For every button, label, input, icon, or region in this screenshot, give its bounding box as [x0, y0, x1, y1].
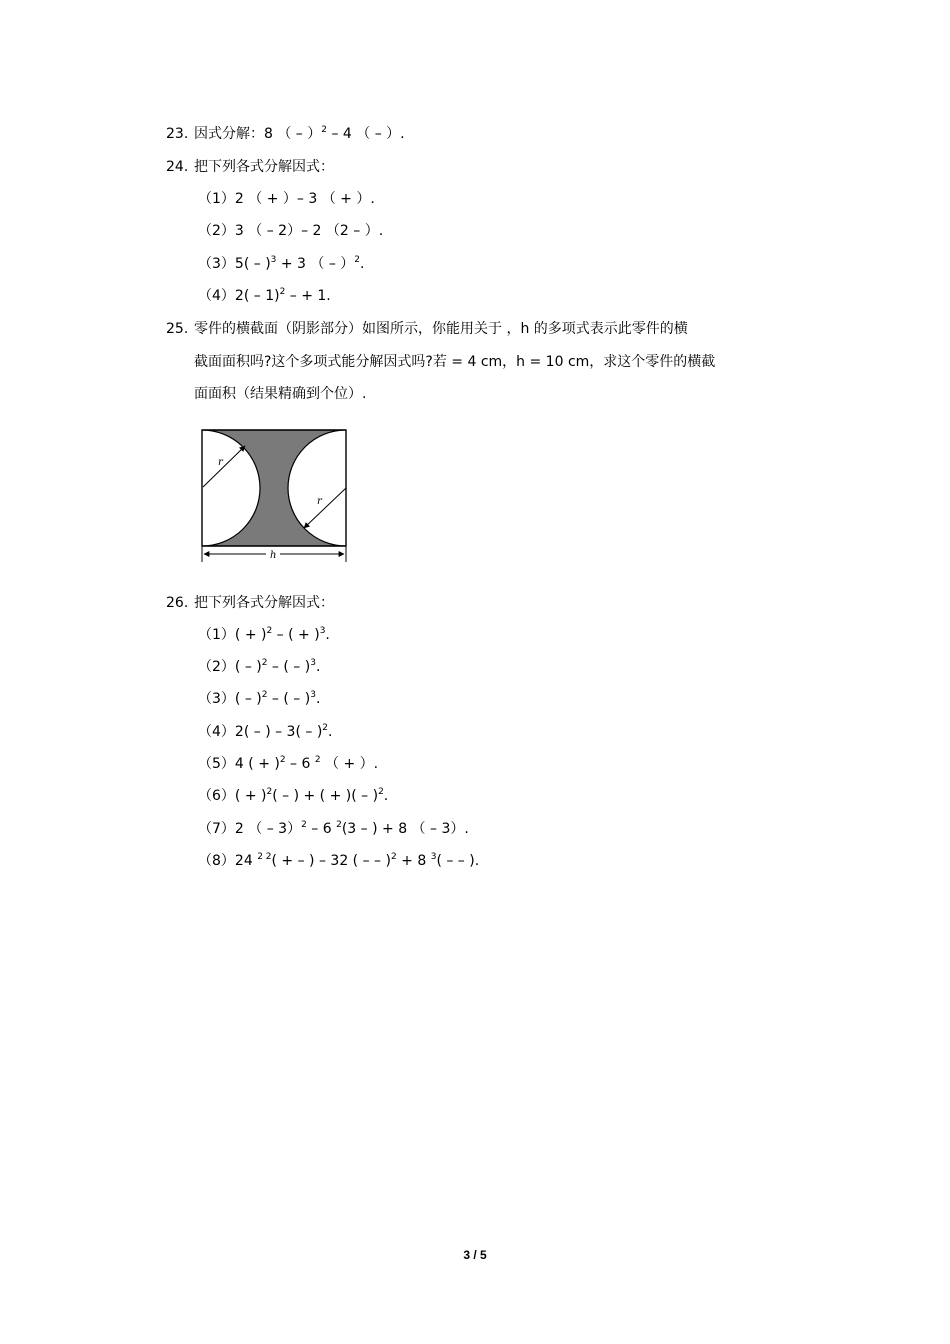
question-24-item-2: （2）3 （ – 2）– 2 （2 – ）.	[198, 223, 384, 239]
page-number: 3 / 5	[463, 1248, 487, 1262]
question-26-item-3: $(3)( - )^2$ – ( – )$^3$.	[198, 690, 321, 707]
question-25-line-2: 截面面积吗?这个多项式能分解因式吗?若 = 4 cm，h = 10 cm，求这个零件的横截	[194, 354, 716, 370]
question-24-title: 把下列各式分解因式：	[194, 159, 334, 175]
question-24-number: 24.	[166, 159, 189, 175]
question-26-item-7: （7）2 （ – 3）$^2$ – 6 $^2$(3 – ) + 8 （ – 3）.	[198, 820, 469, 837]
question-26-item-5: （5）4 ( + )$^2$ – 6 $^2$ （ + ）.	[198, 755, 379, 772]
shaded-region	[202, 430, 346, 546]
cross-section-figure	[200, 428, 350, 564]
question-23-number: 23.	[166, 126, 189, 142]
question-26-title: 把下列各式分解因式：	[194, 595, 334, 611]
width-label: h	[270, 550, 277, 561]
right-radius-label: r	[317, 496, 322, 507]
question-26-item-8: （8）24 $^{2 2}$( + – ) – 32 ( – – )$^2$ + 8 $^3$( – – ).	[198, 852, 480, 869]
question-26-item-4: （4）2( – ) – $3( - )^2$.	[198, 723, 333, 740]
question-25-line-1: 零件的横截面（阴影部分）如图所示，你能用关于 ，h 的多项式表示此零件的横	[194, 321, 688, 337]
question-25-line-3: 面面积（结果精确到个位）.	[194, 386, 367, 402]
question-26-item-1: $(1)( + )^2$ – ( + )$^3$.	[198, 626, 330, 643]
question-24-item-4: （4）2( – 1)$^2$ – + 1.	[198, 287, 331, 304]
left-radius-arrow	[203, 446, 245, 487]
question-26-item-6: $(6)( + )^2$( – ) + ( + )( – )$^2$.	[198, 787, 389, 804]
question-25-number: 25.	[166, 321, 189, 337]
question-26-item-2: $(2)( - )^2$ – ( – )$^3$.	[198, 658, 321, 675]
question-26-number: 26.	[166, 595, 189, 611]
question-24-item-3: $(3)5( - )^3 + 3$ （ – ）$^2$.	[198, 255, 365, 272]
right-radius-arrow	[304, 488, 346, 528]
question-24-item-1: （1）2 （ + ）– 3 （ + ）.	[198, 191, 375, 207]
left-radius-label: r	[218, 457, 223, 468]
question-23-text: 因式分解：8 （ – ）$^2$ – 4 （ – ）.	[194, 125, 405, 142]
